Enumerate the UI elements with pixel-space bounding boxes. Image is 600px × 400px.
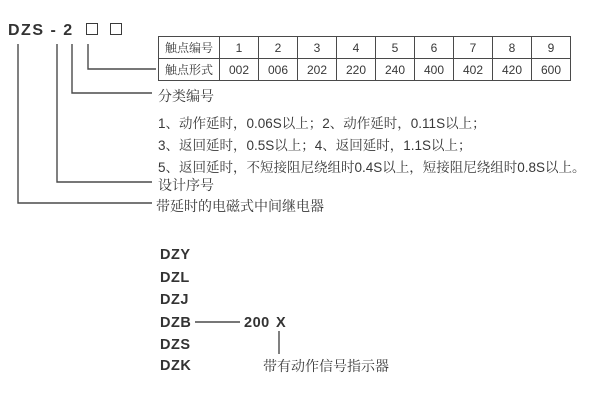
dzb-number: 200 [244, 315, 270, 331]
series-item-dzy: DZY [160, 247, 191, 263]
contact-form-cell: 400 [415, 59, 454, 81]
contact-number-cell: 3 [298, 37, 337, 59]
contact-number-header: 触点编号 [159, 37, 220, 59]
contact-form-cell: 006 [259, 59, 298, 81]
contact-form-cell: 402 [454, 59, 493, 81]
relay-description-label: 带延时的电磁式中间继电器 [156, 198, 324, 214]
connector-contact-form [88, 44, 156, 69]
contact-form-cell: 202 [298, 59, 337, 81]
contact-number-cell: 1 [220, 37, 259, 59]
note-line-2: 3、返回延时，0.5S以上；4、返回延时，1.1S以上； [158, 138, 472, 153]
contact-form-cell: 600 [532, 59, 571, 81]
series-item-dzb: DZB [160, 315, 192, 331]
contact-form-cell: 220 [337, 59, 376, 81]
series-item-dzj: DZJ [160, 292, 189, 308]
contact-number-cell: 6 [415, 37, 454, 59]
dzb-x: X [276, 315, 287, 331]
placeholder-box-2 [110, 23, 122, 35]
placeholder-box-1 [86, 23, 98, 35]
model-designation [8, 22, 122, 40]
contact-number-cell: 5 [376, 37, 415, 59]
contact-number-cell: 7 [454, 37, 493, 59]
contact-number-cell: 4 [337, 37, 376, 59]
contact-form-header: 触点形式 [159, 59, 220, 81]
contact-number-cell: 8 [493, 37, 532, 59]
series-item-dzs: DZS [160, 337, 191, 353]
contact-table [158, 36, 571, 81]
note-line-1: 1、动作延时，0.06S以上；2、动作延时，0.11S以上； [158, 116, 486, 131]
design-serial-label: 设计序号 [158, 177, 214, 193]
model-prefix: DZS - 2 [8, 22, 74, 39]
connector-relay-description [18, 44, 152, 203]
indicator-note: 带有动作信号指示器 [263, 358, 389, 374]
contact-number-row [159, 37, 571, 59]
series-item-dzk: DZK [160, 358, 192, 374]
contact-form-cell: 420 [493, 59, 532, 81]
contact-number-cell: 2 [259, 37, 298, 59]
series-item-dzl: DZL [160, 270, 190, 286]
contact-number-cell: 9 [532, 37, 571, 59]
note-line-3: 5、返回延时，不短接阻尼绕组时0.4S以上，短接阻尼绕组时0.8S以上。 [158, 160, 586, 175]
contact-form-cell: 002 [220, 59, 259, 81]
contact-form-cell: 240 [376, 59, 415, 81]
connector-design-serial [57, 44, 152, 182]
classification-label: 分类编号 [158, 88, 214, 104]
contact-form-row [159, 59, 571, 81]
